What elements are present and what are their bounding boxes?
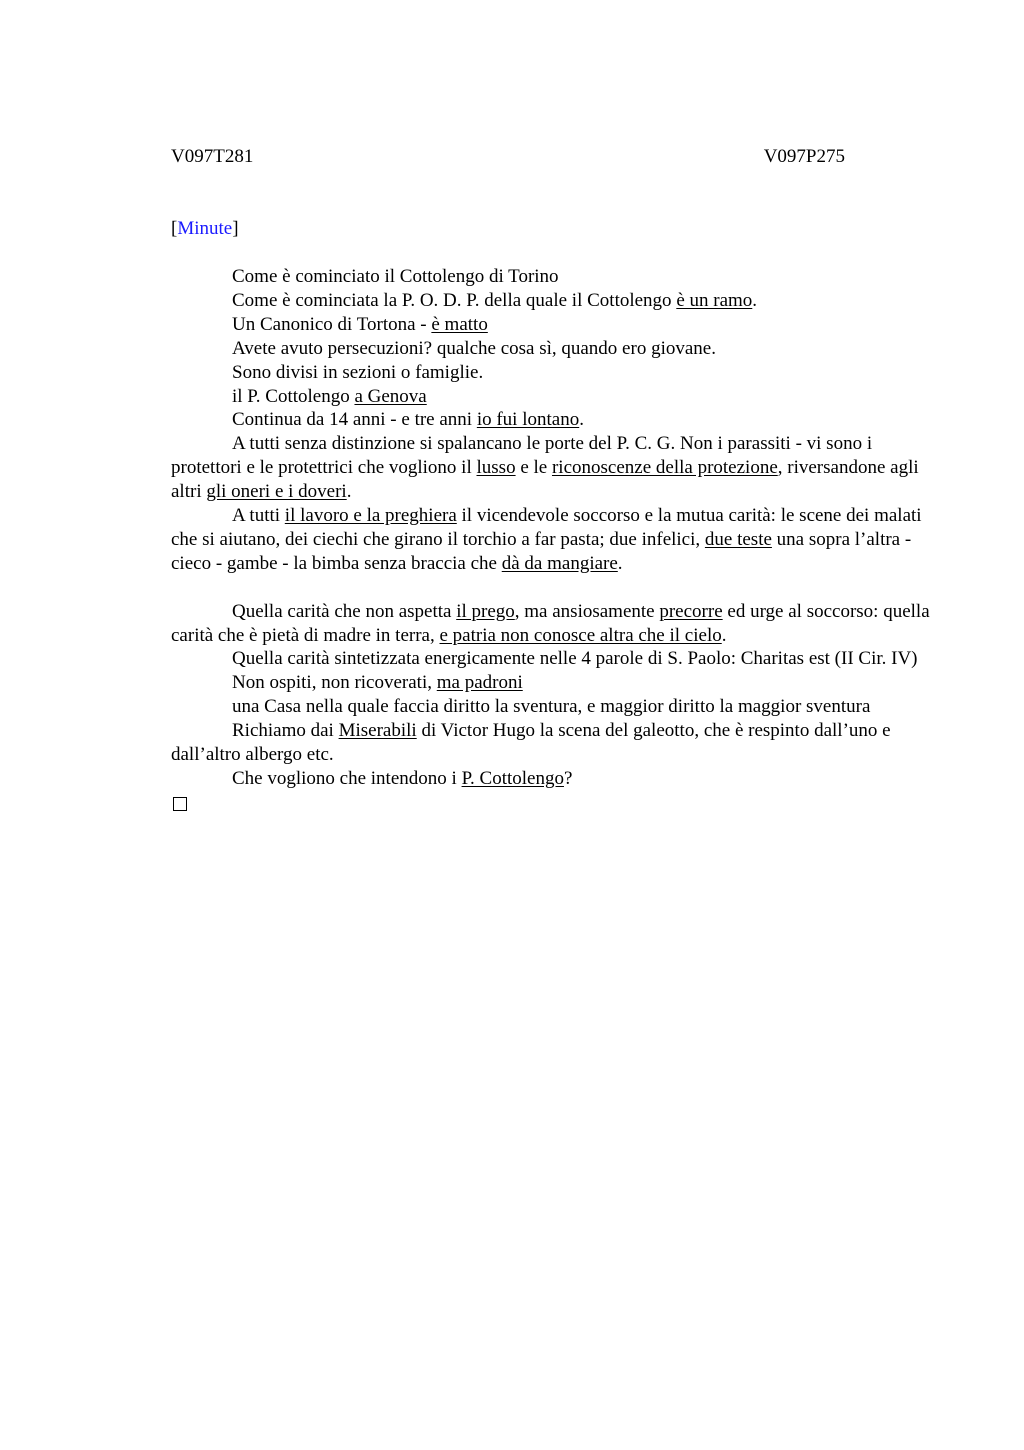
empty-square-icon <box>173 797 187 811</box>
paragraph: Richiamo dai Miserabili di Victor Hugo la scena del galeotto, che è respinto dall’uno e dall’altro albergo etc. <box>171 720 891 766</box>
paragraph: una Casa nella quale faccia diritto la sventura, e maggior diritto la maggior sventura <box>232 696 871 718</box>
body-text <box>171 265 931 817</box>
paragraph: A tutti senza distinzione si spalancano le porte del P. C. G. Non i parassiti - vi sono i protettori e le protettrici che vogliono il lusso e le riconoscenze della protezione, riversandone agli altri gli oneri e i doveri. <box>171 433 919 503</box>
paragraph: Che vogliono che intendono i P. Cottolengo? <box>232 768 573 790</box>
document-code-left: V097T281 <box>171 146 254 167</box>
section-label-link[interactable]: Minute <box>177 218 233 239</box>
paragraph: Continua da 14 anni - e tre anni io fui lontano. <box>232 409 584 431</box>
page-header <box>171 145 845 169</box>
section-label: [Minute] <box>171 218 239 239</box>
paragraph: Come è cominciata la P. O. D. P. della quale il Cottolengo è un ramo. <box>232 289 758 311</box>
paragraph: Quella carità che non aspetta il prego, ma ansiosamente precorre ed urge al soccorso: quella carità che è pietà di madre in terra, e patria non conosce altra che il cielo. <box>171 600 930 646</box>
paragraph: Avete avuto persecuzioni? qualche cosa sì, quando ero giovane. <box>232 337 716 359</box>
paragraph: il P. Cottolengo a Genova <box>232 385 427 407</box>
paragraph: Come è cominciato il Cottolengo di Torino <box>232 266 559 287</box>
document-page <box>171 145 931 817</box>
paragraph: Non ospiti, non ricoverati, ma padroni <box>232 672 523 694</box>
paragraph: Sono divisi in sezioni o famiglie. <box>232 361 484 383</box>
paragraph: A tutti il lavoro e la preghiera il vicendevole soccorso e la mutua carità: le scene dei malati che si aiutano, dei ciechi che girano il torchio a far pasta; due infelici, due teste una sopra l’altra - cieco - gambe - la bimba senza braccia che dà da mangiare. <box>171 505 922 574</box>
document-code-right: V097P275 <box>763 146 845 167</box>
paragraph: Quella carità sintetizzata energicamente nelle 4 parole di S. Paolo: Charitas est (II Cir. IV) <box>232 648 918 670</box>
paragraph: Un Canonico di Tortona - è matto <box>232 313 488 335</box>
paragraph-gap <box>171 576 931 600</box>
